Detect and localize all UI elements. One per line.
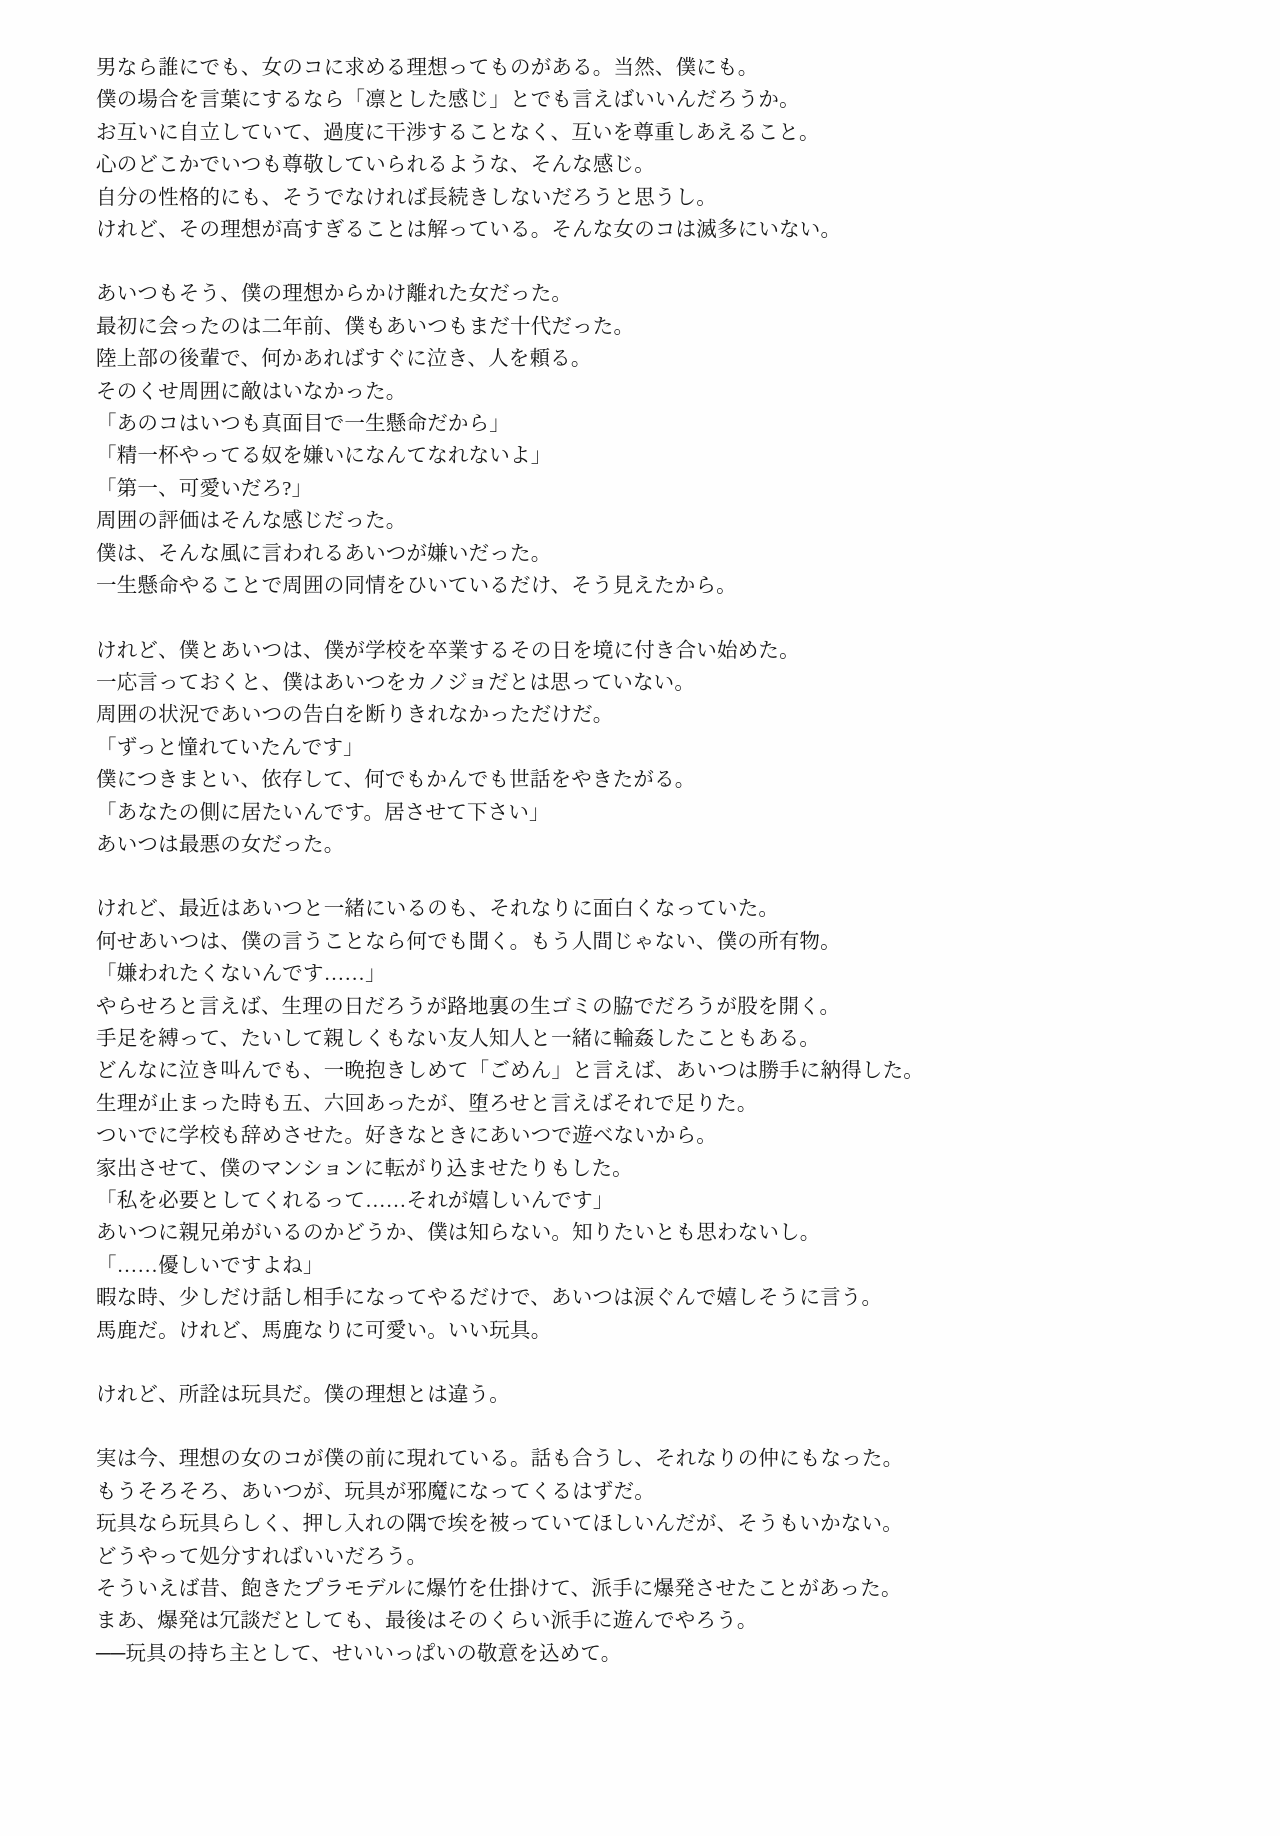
text-line: ついでに学校も辞めさせた。好きなときにあいつで遊べないから。 xyxy=(96,1125,717,1148)
text-line: 陸上部の後輩で、何かあればすぐに泣き、人を頼る。 xyxy=(96,348,592,371)
text-line: 暇な時、少しだけ話し相手になってやるだけで、あいつは涙ぐんで嬉しそうに言う。 xyxy=(96,1287,883,1310)
text-line: 僕は、そんな風に言われるあいつが嫌いだった。 xyxy=(96,542,552,565)
text-line: 「嫌われたくないんです……」 xyxy=(96,963,386,986)
text-line: お互いに自立していて、過度に干渉することなく、互いを尊重しあえること。 xyxy=(96,121,820,144)
text-line: 何せあいつは、僕の言うことなら何でも聞く。もう人間じゃない、僕の所有物。 xyxy=(96,930,841,953)
text-line: けれど、所詮は玩具だ。僕の理想とは違う。 xyxy=(96,1384,510,1407)
text-line: 手足を縛って、たいして親しくもない友人知人と一緒に輪姦したこともある。 xyxy=(96,1027,821,1050)
text-line: どんなに泣き叫んでも、一晩抱きしめて「ごめん」と言えば、あいつは勝手に納得した。 xyxy=(96,1060,924,1083)
text-line: 「あのコはいつも真面目で一生懸命だから」 xyxy=(96,413,510,436)
text-line: 「精一杯やってる奴を嫌いになんてなれないよ」 xyxy=(96,445,552,468)
text-line: あいつもそう、僕の理想からかけ離れた女だった。 xyxy=(96,283,573,306)
paragraph xyxy=(96,635,1184,862)
text-line: どうやって処分すればいいだろう。 xyxy=(96,1545,428,1568)
paragraph xyxy=(96,52,1184,246)
text-line: もうそろそろ、あいつが、玩具が邪魔になってくるはずだ。 xyxy=(96,1480,655,1503)
text-line: 一応言っておくと、僕はあいつをカノジョだとは思っていない。 xyxy=(96,671,696,694)
text-line: 家出させて、僕のマンションに転がり込ませたりもした。 xyxy=(96,1157,633,1180)
text-line: 「……優しいですよね」 xyxy=(96,1254,324,1277)
paragraph xyxy=(96,1379,1184,1411)
document-body xyxy=(96,52,1184,1670)
text-line: 自分の性格的にも、そうでなければ長続きしないだろうと思うし。 xyxy=(96,186,717,209)
text-line: けれど、最近はあいつと一緒にいるのも、それなりに面白くなっていた。 xyxy=(96,898,780,921)
text-line: けれど、僕とあいつは、僕が学校を卒業するその日を境に付き合い始めた。 xyxy=(96,639,800,662)
text-line: そういえば昔、飽きたプラモデルに爆竹を仕掛けて、派手に爆発させたことがあった。 xyxy=(96,1578,902,1601)
text-line: あいつは最悪の女だった。 xyxy=(96,833,345,856)
text-line: 「ずっと憧れていたんです」 xyxy=(96,736,364,759)
text-line: 僕につきまとい、依存して、何でもかんでも世話をやきたがる。 xyxy=(96,769,696,792)
text-line: ──玩具の持ち主として、せいいっぱいの敬意を込めて。 xyxy=(96,1642,622,1665)
text-line: 心のどこかでいつも尊敬していられるような、そんな感じ。 xyxy=(96,154,655,177)
text-line: けれど、その理想が高すぎることは解っている。そんな女のコは滅多にいない。 xyxy=(96,219,842,242)
text-line: やらせろと言えば、生理の日だろうが路地裏の生ゴミの脇でだろうが股を開く。 xyxy=(96,995,841,1018)
text-line: 周囲の評価はそんな感じだった。 xyxy=(96,510,407,533)
text-line: あいつに親兄弟がいるのかどうか、僕は知らない。知りたいとも思わないし。 xyxy=(96,1222,821,1245)
text-line: 馬鹿だ。けれど、馬鹿なりに可愛い。いい玩具。 xyxy=(96,1319,552,1342)
paragraph xyxy=(96,1443,1184,1670)
text-line: 「第一、可愛いだろ?」 xyxy=(96,477,313,500)
text-line: 周囲の状況であいつの告白を断りきれなかっただけだ。 xyxy=(96,704,614,727)
text-line: まあ、爆発は冗談だとしても、最後はそのくらい派手に遊んでやろう。 xyxy=(96,1610,758,1633)
paragraph xyxy=(96,278,1184,602)
text-line: 「あなたの側に居たいんです。居させて下さい」 xyxy=(96,801,550,824)
paragraph xyxy=(96,893,1184,1347)
text-line: 一生懸命やることで周囲の同情をひいているだけ、そう見えたから。 xyxy=(96,575,737,598)
text-line: 最初に会ったのは二年前、僕もあいつもまだ十代だった。 xyxy=(96,315,635,338)
text-line: 僕の場合を言葉にするなら「凛とした感じ」とでも言えばいいんだろうか。 xyxy=(96,89,800,112)
text-line: 「私を必要としてくれるって……それが嬉しいんです」 xyxy=(96,1190,614,1212)
text-line: そのくせ周囲に敵はいなかった。 xyxy=(96,380,407,403)
text-line: 生理が止まった時も五、六回あったが、堕ろせと言えばそれで足りた。 xyxy=(96,1092,758,1115)
text-line: 男なら誰にでも、女のコに求める理想ってものがある。当然、僕にも。 xyxy=(96,57,759,79)
text-line: 玩具なら玩具らしく、押し入れの隅で埃を被っていてほしいんだが、そうもいかない。 xyxy=(96,1513,903,1536)
text-line: 実は今、理想の女のコが僕の前に現れている。話も合うし、それなりの仲にもなった。 xyxy=(96,1448,904,1471)
